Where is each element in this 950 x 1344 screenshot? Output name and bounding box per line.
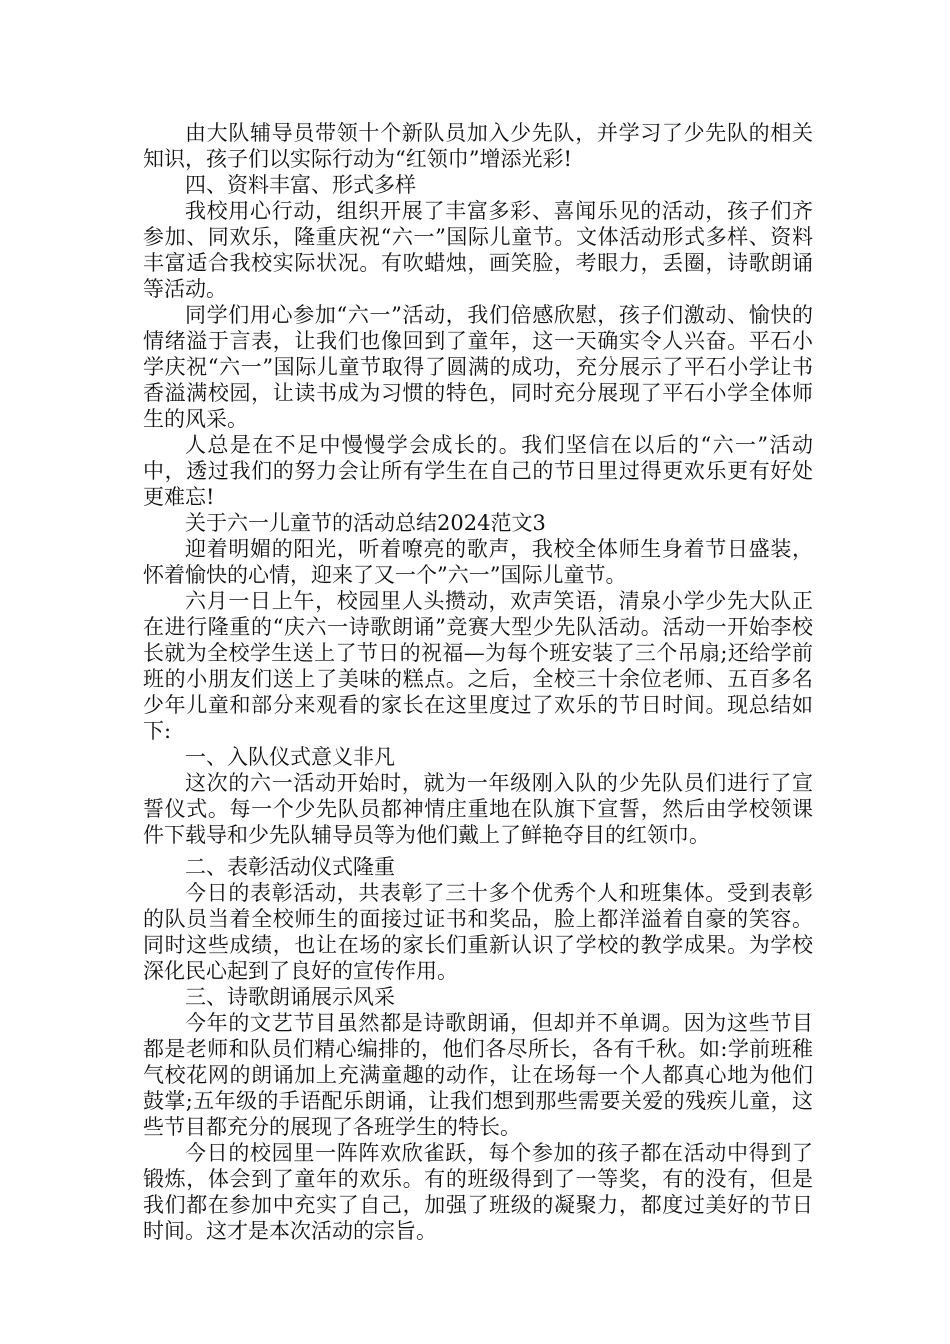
paragraph-6: 六月一日上午，校园里人头攒动，欢声笑语，清泉小学少先大队正在进行隆重的“庆六一诗歌朗诵”竞赛大型少先队活动。活动一开始李校长就为全校学生送上了节日的祝福—为每个班安装了三个吊扇;还给学前班的小朋友们送上了美味的糕点。之后，全校三十余位老师、五百多名少年儿童和部分来观看的家长在这里度过了欢乐的节日时间。现总结如下: xyxy=(143,589,813,743)
paragraph-2: 我校用心行动，组织开展了丰富多彩、喜闻乐见的活动，孩子们齐参加、同欢乐，隆重庆祝“六一”国际儿童节。文体活动形式多样、资料丰富适合我校实际状况。有吹蜡烛，画笑脸，考眼力，丢圈，诗歌朗诵等活动。 xyxy=(143,199,813,301)
paragraph-8: 今日的表彰活动，共表彰了三十多个优秀个人和班集体。受到表彰的队员当着全校师生的面接过证书和奖品，脸上都洋溢着自豪的笑容。同时这些成绩，也让在场的家长们重新认识了学校的教学成果。为学校深化民心起到了良好的宣传作用。 xyxy=(143,881,813,983)
paragraph-1: 由大队辅导员带领十个新队员加入少先队，并学习了少先队的相关知识，孩子们以实际行动为“红领巾”增添光彩! xyxy=(143,121,813,171)
section-heading-2: 二、表彰活动仪式隆重 xyxy=(185,855,395,879)
paragraph-7: 这次的六一活动开始时，就为一年级刚入队的少先队员们进行了宣誓仪式。每一个少先队员都神情庄重地在队旗下宣誓，然后由学校领课件下载导和少先队辅导员等为他们戴上了鲜艳夺目的红领巾。 xyxy=(143,771,813,847)
section-heading-4: 四、资料丰富、形式多样 xyxy=(185,173,416,197)
paragraph-3: 同学们用心参加“六一”活动，我们倍感欣慰，孩子们激动、愉快的情绪溢于言表，让我们也像回到了童年，这一天确实令人兴奋。平石小学庆祝“六一”国际儿童节取得了圆满的成功，充分展示了平石小学让书香溢满校园，让读书成为习惯的特色，同时充分展现了平石小学全体师生的风采。 xyxy=(143,303,813,431)
paragraph-10: 今日的校园里一阵阵欢欣雀跃，每个参加的孩子都在活动中得到了锻炼，体会到了童年的欢乐。有的班级得到了一等奖，有的没有，但是我们都在参加中充实了自己，加强了班级的凝聚力，都度过美好的节日时间。这才是本次活动的宗旨。 xyxy=(143,1141,813,1243)
article-title: 关于六一儿童节的活动总结2024范文3 xyxy=(185,511,546,535)
section-heading-3: 三、诗歌朗诵展示风采 xyxy=(185,985,395,1009)
paragraph-5: 迎着明媚的阳光，听着嘹亮的歌声，我校全体师生身着节日盛装，怀着愉快的心情，迎来了又一个”六一”国际儿童节。 xyxy=(143,537,813,587)
paragraph-4: 人总是在不足中慢慢学会成长的。我们坚信在以后的“六一”活动中，透过我们的努力会让所有学生在自己的节日里过得更欢乐更有好处更难忘! xyxy=(143,433,813,509)
section-heading-1: 一、入队仪式意义非凡 xyxy=(185,745,395,769)
paragraph-9: 今年的文艺节目虽然都是诗歌朗诵，但却并不单调。因为这些节目都是老师和队员们精心编排的，他们各尽所长，各有千秋。如:学前班稚气校花网的朗诵加上充满童趣的动作，让在场每一个人都真心地为他们鼓掌;五年级的手语配乐朗诵，让我们想到那些需要关爱的残疾儿童，这些节目都充分的展现了各班学生的特长。 xyxy=(143,1011,813,1139)
document-body xyxy=(143,120,813,1244)
